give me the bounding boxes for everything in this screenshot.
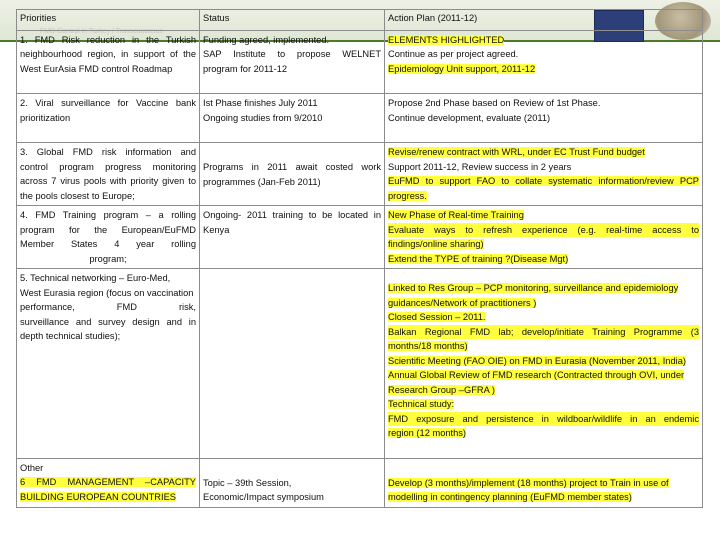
status-cell <box>200 269 385 459</box>
priority-line: performance, FMD risk, <box>20 302 196 312</box>
action-plan-table <box>16 9 703 508</box>
action-line: EuFMD to support FAO to collate systematic information/review PCP <box>388 176 699 186</box>
priority-line: depth technical studies); <box>20 331 121 341</box>
action-line: Revise/renew contract with WRL, under EC Trust Fund budget <box>388 147 645 157</box>
status-line: programmes (Jan-Feb 2011) <box>203 176 321 187</box>
priority-line: 5. Technical networking – Euro-Med, <box>20 273 171 283</box>
status-line: Kenya <box>203 224 230 235</box>
header-row <box>17 10 703 31</box>
action-line: Research Group –GFRA ) <box>388 384 495 395</box>
status-line: Ongoing studies from 9/2010 <box>203 112 323 123</box>
action-line: Balkan Regional FMD lab; develop/initiate Training Programme (3 <box>388 325 699 340</box>
priority-cell <box>17 94 200 143</box>
action-line: months/18 months) <box>388 341 468 351</box>
priority-line: 2. Viral surveillance for Vaccine bank <box>20 98 196 108</box>
table-row <box>17 143 703 206</box>
status-line: Programs in 2011 await costed work <box>203 162 381 172</box>
status-cell <box>200 458 385 507</box>
priority-line: BUILDING EUROPEAN COUNTRIES <box>20 491 177 502</box>
priority-line: 6 FMD MANAGEMENT –CAPACITY <box>20 477 196 487</box>
priority-line: surveillance and survey design and in <box>20 316 196 327</box>
action-cell <box>385 206 703 269</box>
table-row <box>17 94 703 143</box>
priority-cell <box>17 458 200 507</box>
action-line: Scientific Meeting (FAO OIE) on FMD in Eurasia (November 2011, India) <box>388 355 686 366</box>
col-header-action-plan <box>385 10 703 31</box>
priority-line: program for the European/EuFMD <box>20 224 196 235</box>
priority-line: control program progress monitoring <box>20 161 196 172</box>
priority-line: West Eurasia region (focus on vaccination <box>20 287 194 298</box>
status-cell <box>200 94 385 143</box>
action-line: Develop (3 months)/implement (18 months) project to Train in use of <box>388 477 669 488</box>
priority-cell <box>17 269 200 459</box>
action-line: Extend the TYPE of training ?(Disease Mgt) <box>388 253 569 264</box>
elements-highlighted-label: ELEMENTS HIGHLIGHTED <box>388 34 505 45</box>
priority-line: across 7 virus pools with priority given to <box>20 176 196 186</box>
priority-line: 4. FMD Training program – a rolling <box>20 210 196 220</box>
table-row <box>17 458 703 507</box>
action-line: New Phase of Real-time Training <box>388 210 524 220</box>
status-cell <box>200 30 385 94</box>
table-row <box>17 30 703 94</box>
action-line: Continue development, evaluate (2011) <box>388 112 551 123</box>
priority-line: Other <box>20 462 44 473</box>
action-line: Linked to Res Group – PCP monitoring, surveillance and epidemiology <box>388 283 679 293</box>
action-cell <box>385 458 703 507</box>
background-text: FMD Control in Turkey / Transcaucasus <box>40 28 163 35</box>
action-line: Epidemiology Unit support, 2011-12 <box>388 63 536 74</box>
table-row <box>17 206 703 269</box>
action-cell <box>385 143 703 206</box>
priority-cell <box>17 206 200 269</box>
action-line: Continue as per project agreed. <box>388 49 519 59</box>
action-cell <box>385 269 703 459</box>
action-line: Propose 2nd Phase based on Review of 1st Phase. <box>388 98 601 108</box>
action-line: Support 2011-12, Review success in 2 years <box>388 161 572 172</box>
priority-line: 3. Global FMD risk information and <box>20 147 196 157</box>
priority-line: Member States 4 year rolling <box>20 239 196 249</box>
action-line: Closed Session – 2011. <box>388 312 486 322</box>
priority-cell <box>17 30 200 94</box>
status-line: Topic – 39th Session, <box>203 477 292 488</box>
priority-line: 1. FMD Risk reduction in the Turkish <box>20 34 196 45</box>
table-row <box>17 269 703 459</box>
priority-line: the pools closest to Europe; <box>20 190 135 201</box>
action-line: Technical study: <box>388 399 455 409</box>
priority-line: program; <box>89 253 127 264</box>
action-cell <box>385 94 703 143</box>
status-line: Ongoing- 2011 training to be located in <box>203 210 381 220</box>
action-line: region (12 months) <box>388 428 467 438</box>
col-header-priorities: Priorities <box>17 10 200 31</box>
action-line: FMD exposure and persistence in wildboar/wildlife in an endemic <box>388 412 699 427</box>
priority-line: prioritization <box>20 112 71 123</box>
priority-cell <box>17 143 200 206</box>
action-line: Evaluate ways to refresh experience (e.g. real-time access to <box>388 223 699 238</box>
action-line: guidances/Network of practitioners ) <box>388 297 537 308</box>
priority-line: neighbourhood region, in support of the <box>20 49 196 59</box>
action-line: progress. <box>388 190 427 201</box>
status-line: Ist Phase finishes July 2011 <box>203 98 318 108</box>
status-line: Funding agreed, implemented. <box>203 34 330 45</box>
status-cell <box>200 143 385 206</box>
status-line: program for 2011-12 <box>203 63 288 74</box>
status-cell <box>200 206 385 269</box>
col-header-status: Status <box>200 10 385 31</box>
action-cell <box>385 30 703 94</box>
action-line: modelling in contingency planning (EuFMD member states) <box>388 492 632 502</box>
priority-line: West EurAsia FMD control Roadmap <box>20 63 173 74</box>
action-line: findings/online sharing) <box>388 239 484 249</box>
action-line: Annual Global Review of FMD research (Contracted through OVI, under <box>388 370 685 380</box>
status-line: Economic/Impact symposium <box>203 492 324 502</box>
action-plan-title: Action Plan (2011-12) <box>388 13 478 23</box>
status-line: SAP Institute to propose WELNET <box>203 49 381 59</box>
